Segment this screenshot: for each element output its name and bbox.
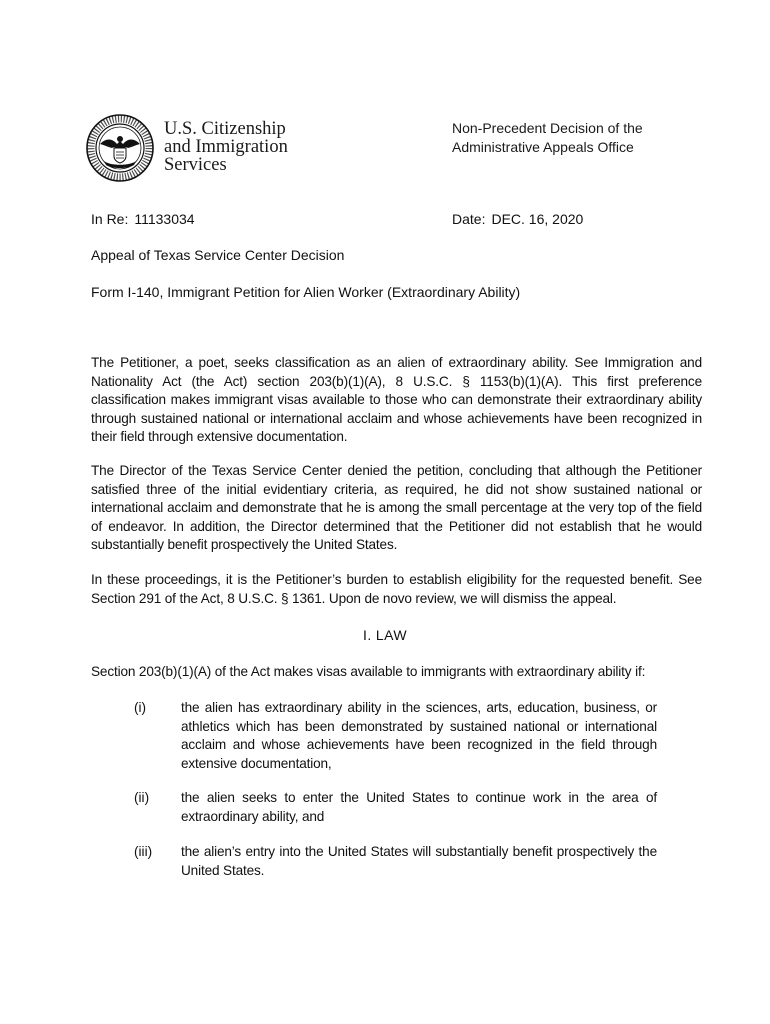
decision-date — [452, 210, 583, 228]
form-title: Form I-140, Immigrant Petition for Alien Worker (Extraordinary Ability) — [91, 284, 521, 300]
decision-line-1: Non-Precedent Decision of the — [452, 120, 643, 136]
in-re-number: 11133034 — [134, 211, 195, 227]
list-item-number: (iii) — [134, 844, 153, 859]
dhs-seal-icon — [86, 114, 154, 182]
list-item-text: the alien has extraordinary ability in the sciences, arts, education, business, or athletics which has been demonstrated by sustained national or international acclaim and whose achievements have been recognized in the field through extensive documentation, — [181, 700, 657, 771]
list-item-text: the alien seeks to enter the United States to continue work in the area of extraordinary ability, and — [181, 790, 657, 824]
list-item — [134, 843, 664, 880]
agency-line-2: and Immigration — [164, 137, 288, 157]
paragraph-2: The Director of the Texas Service Center denied the petition, concluding that although the Petitioner satisfied three of the initial evidentiary criteria, as required, he did not show sustained national or international acclaim and demonstrate that he is among the small percentage at the very top of the field of endeavor. In addition, the Director determined that the Petitioner did not establish that he would substantially benefit prospectively the United States. — [91, 463, 702, 553]
list-item — [134, 699, 664, 773]
paragraph-3: In these proceedings, it is the Petitioner’s burden to establish eligibility for the requested benefit. See Section 291 of the Act, 8 U.S.C. § 1361. Upon de novo review, we will dismiss the appeal. — [91, 572, 702, 606]
list-item-number: (ii) — [134, 790, 150, 805]
list-item-text: the alien’s entry into the United States will substantially benefit prospectively the United States. — [181, 844, 657, 878]
section-heading: I. LAW — [363, 627, 407, 643]
date-label: Date: — [452, 211, 486, 227]
list-item-number: (i) — [134, 700, 147, 715]
decision-line-2: Administrative Appeals Office — [452, 139, 634, 155]
agency-line-3: Services — [164, 155, 227, 175]
paragraph-1: The Petitioner, a poet, seeks classification as an alien of extraordinary ability. See Immigration and Nationality Act (the Act) section 203(b)(1)(A), 8 U.S.C. § 1153(b)(1)(A). This first preference classification makes immigrant visas available to those who can demonstrate their extraordinary ability through sustained national or international acclaim and whose achievements have been recognized in their field through extensive documentation. — [91, 355, 702, 445]
list-item — [134, 789, 664, 826]
in-re-label: In Re: — [91, 211, 129, 227]
in-re — [91, 210, 195, 228]
agency-line-1: U.S. Citizenship — [164, 119, 286, 139]
section-intro: Section 203(b)(1)(A) of the Act makes visas available to immigrants with extraordinary ability if: — [91, 664, 646, 679]
agency-name — [164, 120, 288, 174]
appeal-of: Appeal of Texas Service Center Decision — [91, 247, 345, 263]
date-value: DEC. 16, 2020 — [491, 211, 584, 227]
decision-type — [452, 119, 643, 157]
